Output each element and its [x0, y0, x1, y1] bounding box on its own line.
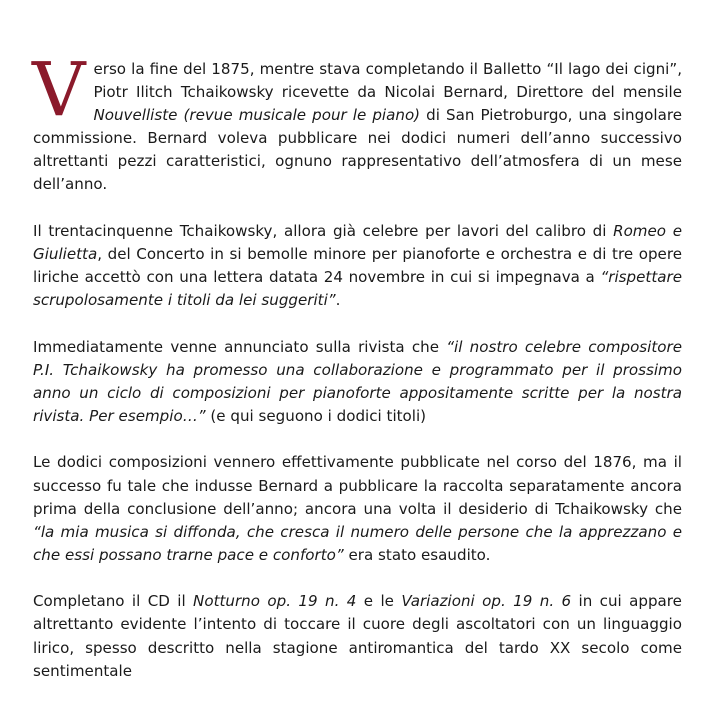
paragraph-2	[33, 220, 682, 312]
italic-quote: “la mia musica si diffonda, che cresca il numero delle persone che la apprezzano e che essi possano trarne pace e conforto”	[33, 522, 682, 564]
text-run: di San Pietroburgo, una singolare commissione. Bernard voleva pubblicare nei dodici numeri dell’anno successivo altrettanti pezzi caratteristici, ognuno rappresentativo dell’atmosfera di un mese dell’anno.	[33, 106, 683, 194]
document-body	[32, 47, 683, 706]
text-run: Le dodici composizioni vennero effettivamente pubblicate nel corso del 1876, ma il successo fu tale che indusse Bernard a pubblicare la raccolta separatamente ancora prima della conclusione dell’anno; ancora una volta il desiderio di Tchaikowsky che	[33, 453, 682, 518]
paragraph-1	[32, 47, 683, 197]
paragraph-5	[33, 590, 682, 682]
italic-quote: “il nostro celebre compositore P.I. Tchaikowsky ha promesso una collaborazione e programmato per il prossimo anno un ciclo di composizioni per pianoforte appositamente scritte per la nostra rivista. Per esempio…”	[33, 337, 683, 425]
text-run: erso la fine del 1875, mentre stava completando il Balletto “Il lago dei cigni”, Piotr Ilitch Tchaikowsky ricevette da Nicolai Bernard, Direttore del mensile	[93, 60, 682, 102]
text-run: Immediatamente venne annunciato sulla rivista che	[33, 337, 447, 356]
italic-title: Notturno op. 19 n. 4	[193, 592, 357, 611]
italic-title: Romeo e Giulietta	[33, 221, 682, 264]
text-run: era stato esaudito.	[343, 545, 491, 564]
text-run: (e qui seguono i dodici titoli)	[205, 407, 427, 425]
paragraph-3	[33, 336, 682, 428]
italic-title: Nouvelliste (revue musicale pour le piano)	[93, 106, 421, 125]
text-run: .	[335, 291, 341, 310]
text-run: Il trentacinquenne Tchaikowsky, allora già celebre per lavori del calibro di	[33, 221, 614, 240]
text-run: Completano il CD il	[33, 592, 194, 611]
drop-cap: V	[32, 47, 86, 133]
text-run: in cui appare altrettanto evidente l’intento di toccare il cuore degli ascoltatori con un linguaggio lirico, spesso descritto nella stagione antiromantica del tardo XX secolo come sentimentale	[33, 592, 682, 680]
paragraph-4	[33, 451, 682, 566]
italic-title: Variazioni op. 19 n. 6	[401, 592, 572, 611]
text-run: , del Concerto in si bemolle minore per pianoforte e orchestra e di tre opere liriche accettò con una lettera datata 24 novembre in cui si impegnava a	[33, 245, 682, 287]
text-run: e le	[356, 592, 402, 611]
italic-quote: “rispettare scrupolosamente i titoli da lei suggeriti”	[33, 268, 682, 310]
